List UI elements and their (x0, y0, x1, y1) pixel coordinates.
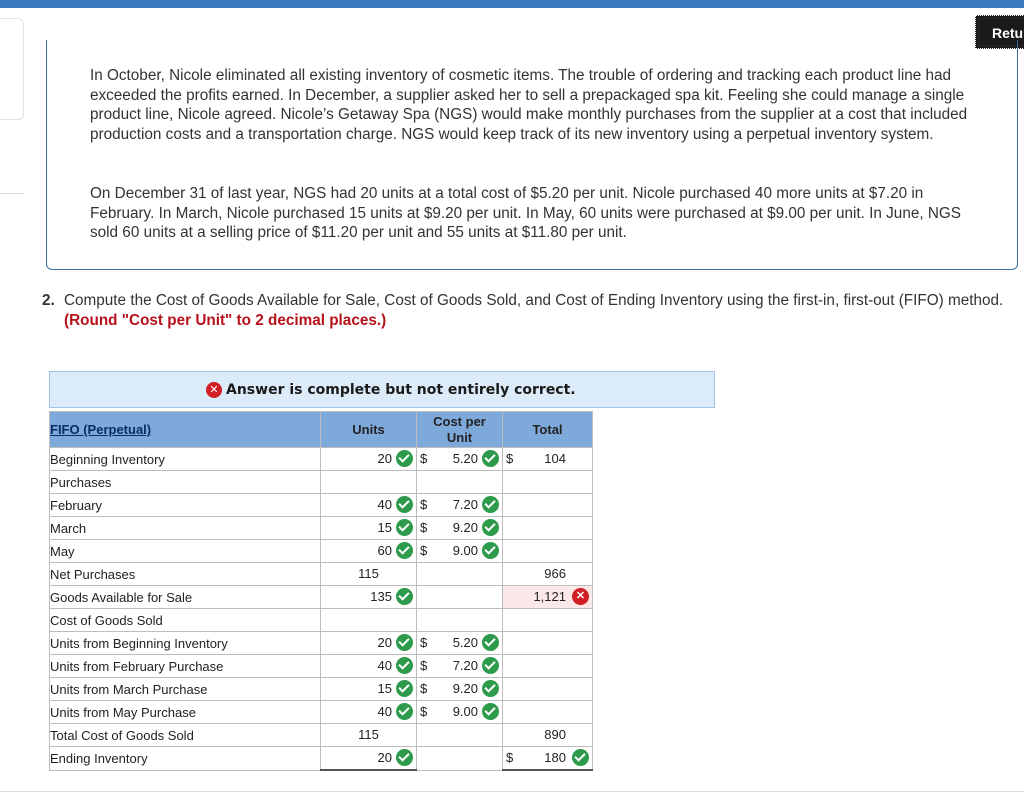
header-fifo: FIFO (Perpetual) (50, 412, 321, 448)
return-button[interactable]: Retu (975, 15, 1024, 49)
check-icon (482, 680, 499, 697)
row-label: Goods Available for Sale (50, 586, 321, 609)
fifo-table (49, 411, 593, 771)
question-text: Compute the Cost of Goods Available for Sale, Cost of Goods Sold, and Cost of Ending Inventory using the first-in, first-out (FIFO) method. (64, 292, 1004, 309)
units-input[interactable]: 135 (321, 586, 417, 609)
check-icon (396, 680, 413, 697)
check-icon (396, 634, 413, 651)
scenario-paragraph-2: On December 31 of last year, NGS had 20 units at a total cost of $5.20 per unit. Nicole purchased 40 more units at $7.20 in February. In March, Nicole purchased 15 units at $9.20 per unit. In May, 60 units were purchased at $9.00 per unit. In June, NGS sold 60 units at a selling price of $11.20 per unit and 55 units at $11.80 per unit. (90, 185, 961, 242)
units-input[interactable]: 20 (321, 747, 417, 771)
cost-input[interactable]: $ 9.20 (417, 517, 503, 540)
check-icon (482, 450, 499, 467)
table-row (50, 586, 593, 609)
units-input[interactable]: 60 (321, 540, 417, 563)
row-label: March (50, 517, 321, 540)
check-icon (572, 749, 589, 766)
table-header-row (50, 412, 593, 448)
row-label: Units from March Purchase (50, 678, 321, 701)
scenario-paragraph-1: In October, Nicole eliminated all existing inventory of cosmetic items. The trouble of ordering and tracking each product line had exceeded the profits earned. In December, a supplier asked her to sell a prepackaged spa kit. Feeling she could manage a single product line, Nicole agreed. Nicole’s Getaway Spa (NGS) would make monthly purchases from the supplier at a cost that included production costs and a transportation charge. NGS would keep track of its new inventory using a perpetual inventory system. (90, 67, 968, 143)
row-label: May (50, 540, 321, 563)
row-label: Total Cost of Goods Sold (50, 724, 321, 747)
side-divider (0, 193, 24, 194)
table-row (50, 678, 593, 701)
row-label: Purchases (50, 471, 321, 494)
table-row (50, 724, 593, 747)
cost-input[interactable]: $ 9.00 (417, 540, 503, 563)
check-icon (482, 496, 499, 513)
table-row (50, 632, 593, 655)
row-label: Units from Beginning Inventory (50, 632, 321, 655)
cost-input[interactable]: $ 9.20 (417, 678, 503, 701)
table-row (50, 471, 593, 494)
units-cell: 115 (321, 724, 417, 747)
answer-status-banner (49, 371, 715, 408)
check-icon (396, 703, 413, 720)
row-label: Ending Inventory (50, 747, 321, 771)
units-input[interactable]: 40 (321, 494, 417, 517)
row-label: Units from February Purchase (50, 655, 321, 678)
units-cell: 115 (321, 563, 417, 586)
check-icon (396, 542, 413, 559)
total-cell: $ 104 (503, 448, 593, 471)
total-input[interactable]: 1,121 ✕ (503, 586, 593, 609)
units-input[interactable]: 15 (321, 517, 417, 540)
answer-status-text: Answer is complete but not entirely correct. (226, 382, 576, 398)
table-row (50, 609, 593, 632)
rounding-note: (Round "Cost per Unit" to 2 decimal places.) (64, 312, 387, 329)
check-icon (396, 450, 413, 467)
row-label: February (50, 494, 321, 517)
row-label: Cost of Goods Sold (50, 609, 321, 632)
total-cell: 890 (503, 724, 593, 747)
check-icon (396, 749, 413, 766)
table-row (50, 747, 593, 771)
table-row (50, 494, 593, 517)
table-row (50, 701, 593, 724)
question-number: 2. (42, 292, 55, 309)
units-input[interactable]: 40 (321, 655, 417, 678)
top-accent-bar (0, 0, 1024, 8)
x-icon: ✕ (206, 382, 222, 398)
check-icon (396, 496, 413, 513)
cost-input[interactable]: $ 9.00 (417, 701, 503, 724)
table-row (50, 563, 593, 586)
total-input[interactable]: $ 180 (503, 747, 593, 771)
x-icon: ✕ (572, 588, 589, 605)
check-icon (482, 703, 499, 720)
cost-input[interactable]: $ 7.20 (417, 655, 503, 678)
table-row (50, 517, 593, 540)
check-icon (482, 542, 499, 559)
header-units: Units (321, 412, 417, 448)
cost-input[interactable]: $ 7.20 (417, 494, 503, 517)
check-icon (396, 519, 413, 536)
table-row (50, 448, 593, 471)
cost-input[interactable]: $ 5.20 (417, 448, 503, 471)
check-icon (482, 657, 499, 674)
side-panel-edge (0, 18, 24, 120)
check-icon (396, 657, 413, 674)
units-input[interactable]: 40 (321, 701, 417, 724)
units-input[interactable]: 15 (321, 678, 417, 701)
units-input[interactable]: 20 (321, 448, 417, 471)
header-cost-per-unit: Cost per Unit (417, 412, 503, 448)
check-icon (482, 519, 499, 536)
row-label: Net Purchases (50, 563, 321, 586)
row-label: Units from May Purchase (50, 701, 321, 724)
units-input[interactable]: 20 (321, 632, 417, 655)
total-cell: 966 (503, 563, 593, 586)
check-icon (396, 588, 413, 605)
header-total: Total (503, 412, 593, 448)
cost-input[interactable]: $ 5.20 (417, 632, 503, 655)
check-icon (482, 634, 499, 651)
row-label: Beginning Inventory (50, 448, 321, 471)
table-row (50, 655, 593, 678)
table-row (50, 540, 593, 563)
